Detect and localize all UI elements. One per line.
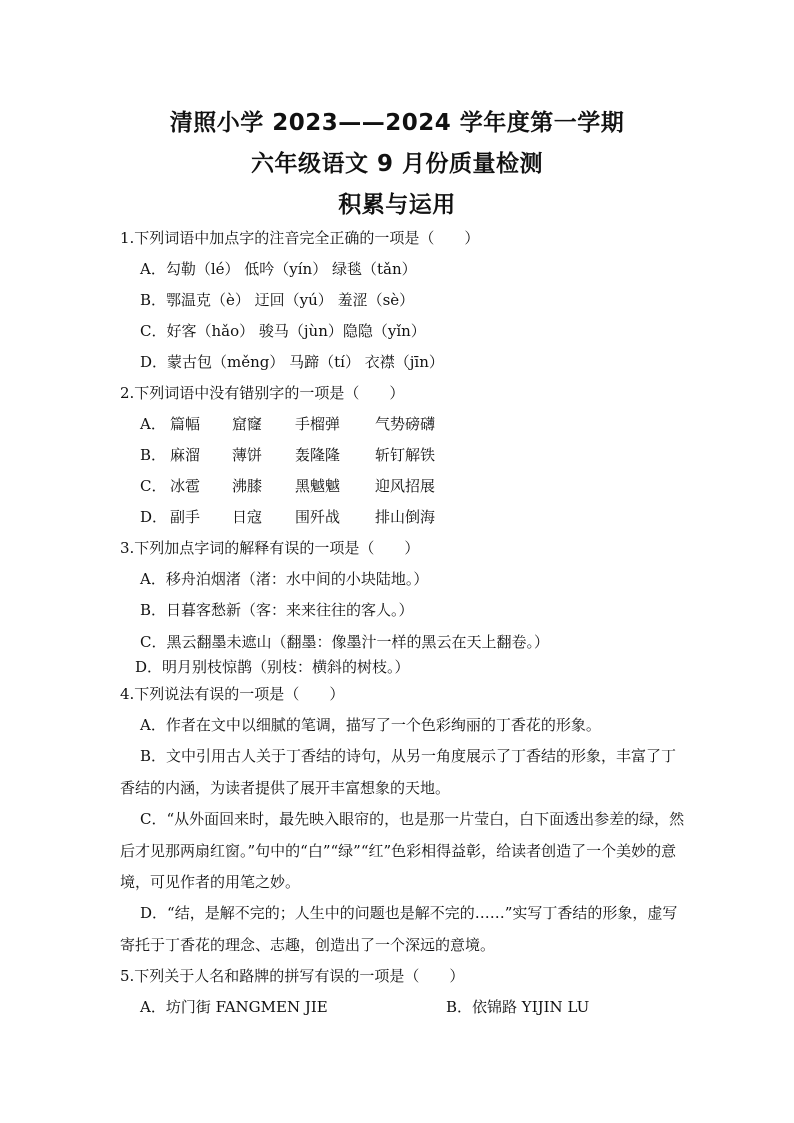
q5-stem: 5.下列关于人名和路牌的拼写有误的一项是（ ） — [120, 967, 465, 985]
word: 斩钉解铁 — [375, 446, 436, 464]
word: 篇幅 — [170, 415, 201, 433]
q1-stem: 1.下列词语中加点字的注音完全正确的一项是（ ） — [120, 229, 480, 247]
q2-option-a — [140, 414, 435, 434]
word: 冰雹 — [170, 477, 201, 495]
word: 排山倒海 — [375, 508, 436, 526]
q4-option-c: C．“从外面回来时，最先映入眼帘的，也是那一片莹白，白下面透出参差的绿，然后才见那两扇红窗。”句中的“白”“绿”“红”色彩相得益彰，给读者创造了一个美妙的意境，可见作者的用笔之妙。 — [120, 810, 685, 891]
q3-option-c: C．黑云翻墨未遮山（翻墨：像墨汁一样的黑云在天上翻卷。） — [140, 633, 549, 651]
exam-title: 六年级语文 9 月份质量检测 — [250, 151, 544, 177]
word: 麻溜 — [170, 446, 201, 464]
q4-option-b: B．文中引用古人关于丁香结的诗句，从另一角度展示了丁香结的形象，丰富了丁香结的内涵，为读者提供了展开丰富想象的天地。 — [120, 747, 677, 797]
word: 轰隆隆 — [295, 446, 341, 464]
q2-option-c — [140, 476, 435, 496]
word: 日寇 — [232, 508, 263, 526]
word: 薄饼 — [232, 446, 263, 464]
q3-option-a: A．移舟泊烟渚（渚：水中间的小块陆地。） — [140, 570, 429, 588]
word: 围歼战 — [295, 508, 341, 526]
word: 窟窿 — [232, 415, 263, 433]
q4-stem: 4.下列说法有误的一项是（ ） — [120, 685, 345, 703]
q3-option-b: B．日暮客愁新（客：来来往往的客人。） — [140, 601, 414, 619]
q5-option-a: A．坊门街 FANGMEN JIE — [140, 998, 328, 1016]
section-title: 积累与运用 — [338, 192, 456, 218]
option-letter: C． — [140, 477, 167, 495]
q1-option-a: A．勾勒（lé） 低吟（yín） 绿毯（tǎn） — [140, 260, 417, 278]
q2-stem: 2.下列词语中没有错别字的一项是（ ） — [120, 384, 405, 402]
word: 手榴弹 — [295, 415, 341, 433]
word: 沸膝 — [232, 477, 263, 495]
q2-option-d — [140, 507, 435, 527]
option-letter: B． — [140, 446, 167, 464]
school-title: 清照小学 2023——2024 学年度第一学期 — [169, 110, 625, 136]
word: 气势磅礴 — [375, 415, 436, 433]
q4-option-d: D．“结，是解不完的；人生中的问题也是解不完的……”实写丁香结的形象，虚写寄托于丁香花的理念、志趣，创造出了一个深远的意境。 — [120, 904, 678, 954]
q3-stem: 3.下列加点字词的解释有误的一项是（ ） — [120, 539, 420, 557]
word: 黑魆魆 — [295, 477, 341, 495]
q5-option-b: B．依锦路 YIJIN LU — [446, 998, 590, 1016]
q1-option-b: B．鄂温克（è） 迂回（yú） 羞涩（sè） — [140, 291, 415, 309]
option-letter: A． — [140, 415, 166, 433]
option-letter: D． — [140, 508, 168, 526]
word: 副手 — [170, 508, 201, 526]
q3-option-d: D．明月别枝惊鹊（别枝：横斜的树枝。） — [135, 658, 410, 676]
q1-option-c: C．好客（hǎo） 骏马（jùn）隐隐（yǐn） — [140, 322, 426, 340]
q1-option-d: D．蒙古包（měng） 马蹄（tí） 衣襟（jīn） — [140, 353, 444, 371]
q2-option-b — [140, 445, 435, 465]
q4-option-a: A．作者在文中以细腻的笔调，描写了一个色彩绚丽的丁香花的形象。 — [140, 716, 601, 734]
word: 迎风招展 — [375, 477, 436, 495]
